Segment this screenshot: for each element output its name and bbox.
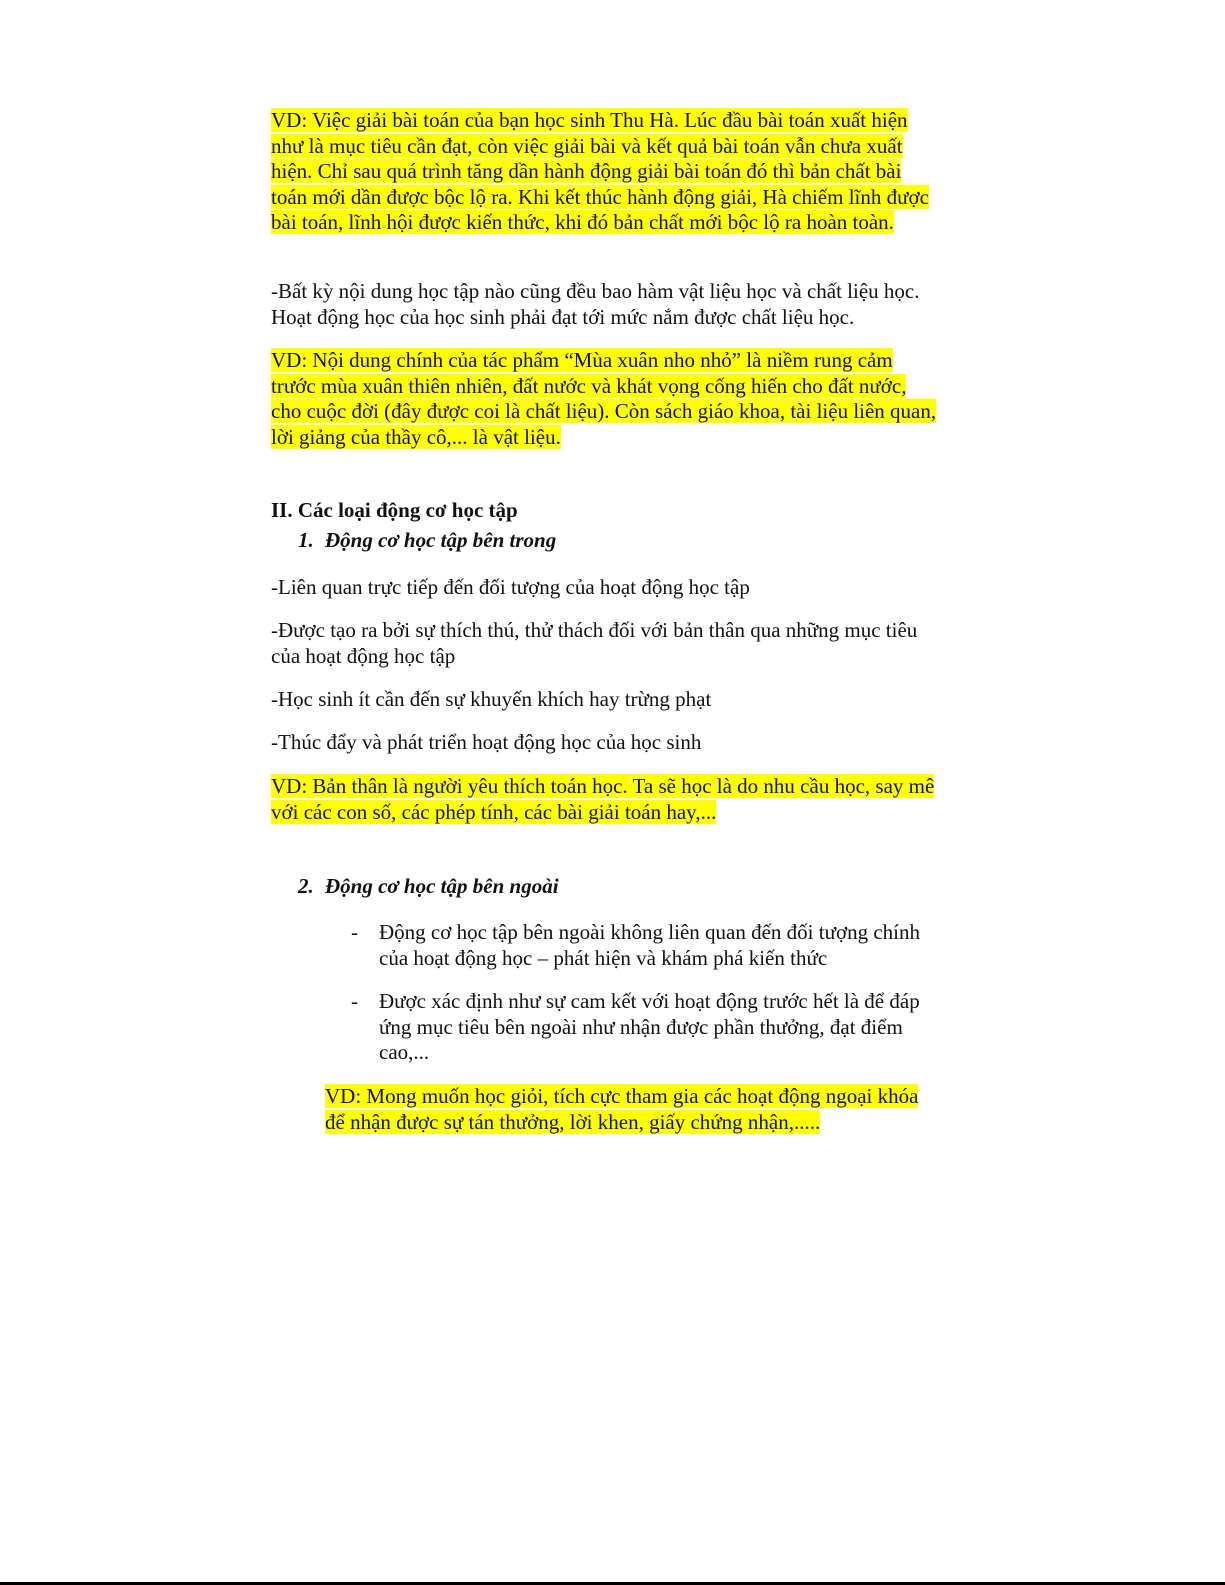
internal-point: -Được tạo ra bởi sự thích thú, thử thách đối với bản thân qua những mục tiêu của hoạt động học tập [271, 618, 918, 668]
external-bullet-item [351, 989, 939, 1066]
example-paragraph-mua-xuan [271, 348, 941, 450]
subheading-number: 2. [298, 874, 314, 898]
highlighted-text: VD: Nội dung chính của tác phẩm “Mùa xuân nho nhỏ” là niềm rung cảm trước mùa xuân thiên nhiên, đất nước và khát vọng cống hiến cho đất nước, cho cuộc đời (đây được coi là chất liệu). Còn sách giáo khoa, tài liệu liên quan, lời giảng của thầy cô,... là vật liệu. [271, 348, 937, 449]
highlighted-text: VD: Việc giải bài toán của bạn học sinh Thu Hà. Lúc đầu bài toán xuất hiện như là mục tiêu cần đạt, còn việc giải bài và kết quả bài toán vẫn chưa xuất hiện. Chỉ sau quá trình tăng dần hành động giải bài toán đó thì bản chất bài toán mới dần được bộc lộ ra. Khi kết thúc hành động giải, Hà chiếm lĩnh được bài toán, lĩnh hội được kiến thức, khi đó bản chất mới bộc lộ ra hoàn toàn. [271, 108, 929, 234]
example-paragraph-internal [271, 774, 941, 825]
internal-point: -Liên quan trực tiếp đến đối tượng của hoạt động học tập [271, 575, 750, 599]
subheading-external-motivation [298, 873, 559, 899]
bullet-text: Được xác định như sự cam kết với hoạt động trước hết là để đáp ứng mục tiêu bên ngoài như nhận được phần thưởng, đạt điểm cao,... [379, 989, 920, 1064]
highlighted-text: VD: Mong muốn học giỏi, tích cực tham gia các hoạt động ngoại khóa để nhận được sự tán thưởng, lời khen, giấy chứng nhận,..... [325, 1084, 919, 1134]
example-paragraph-thu-ha [271, 108, 941, 236]
section-heading: II. Các loại động cơ học tập [271, 498, 518, 522]
external-bullet-item [351, 920, 939, 971]
subheading-title: Động cơ học tập bên ngoài [325, 874, 559, 898]
bullet-dash: - [351, 920, 358, 944]
bullet-dash: - [351, 989, 358, 1013]
bullet-text: Động cơ học tập bên ngoài không liên quan đến đối tượng chính của hoạt động học – phát hiện và khám phá kiến thức [379, 920, 920, 970]
highlighted-text: VD: Bản thân là người yêu thích toán học. Ta sẽ học là do nhu cầu học, say mê với các con số, các phép tính, các bài giải toán hay,... [271, 774, 935, 824]
subheading-internal-motivation [298, 527, 556, 553]
example-paragraph-external [325, 1084, 925, 1135]
internal-point: -Học sinh ít cần đến sự khuyến khích hay trừng phạt [271, 687, 712, 711]
material-statement-paragraph: -Bất kỳ nội dung học tập nào cũng đều bao hàm vật liệu học và chất liệu học. Hoạt động học của học sinh phải đạt tới mức nắm được chất liệu học. [271, 279, 920, 329]
subheading-title: Động cơ học tập bên trong [325, 528, 557, 552]
internal-point: -Thúc đẩy và phát triển hoạt động học của học sinh [271, 730, 702, 754]
subheading-number: 1. [298, 528, 314, 552]
